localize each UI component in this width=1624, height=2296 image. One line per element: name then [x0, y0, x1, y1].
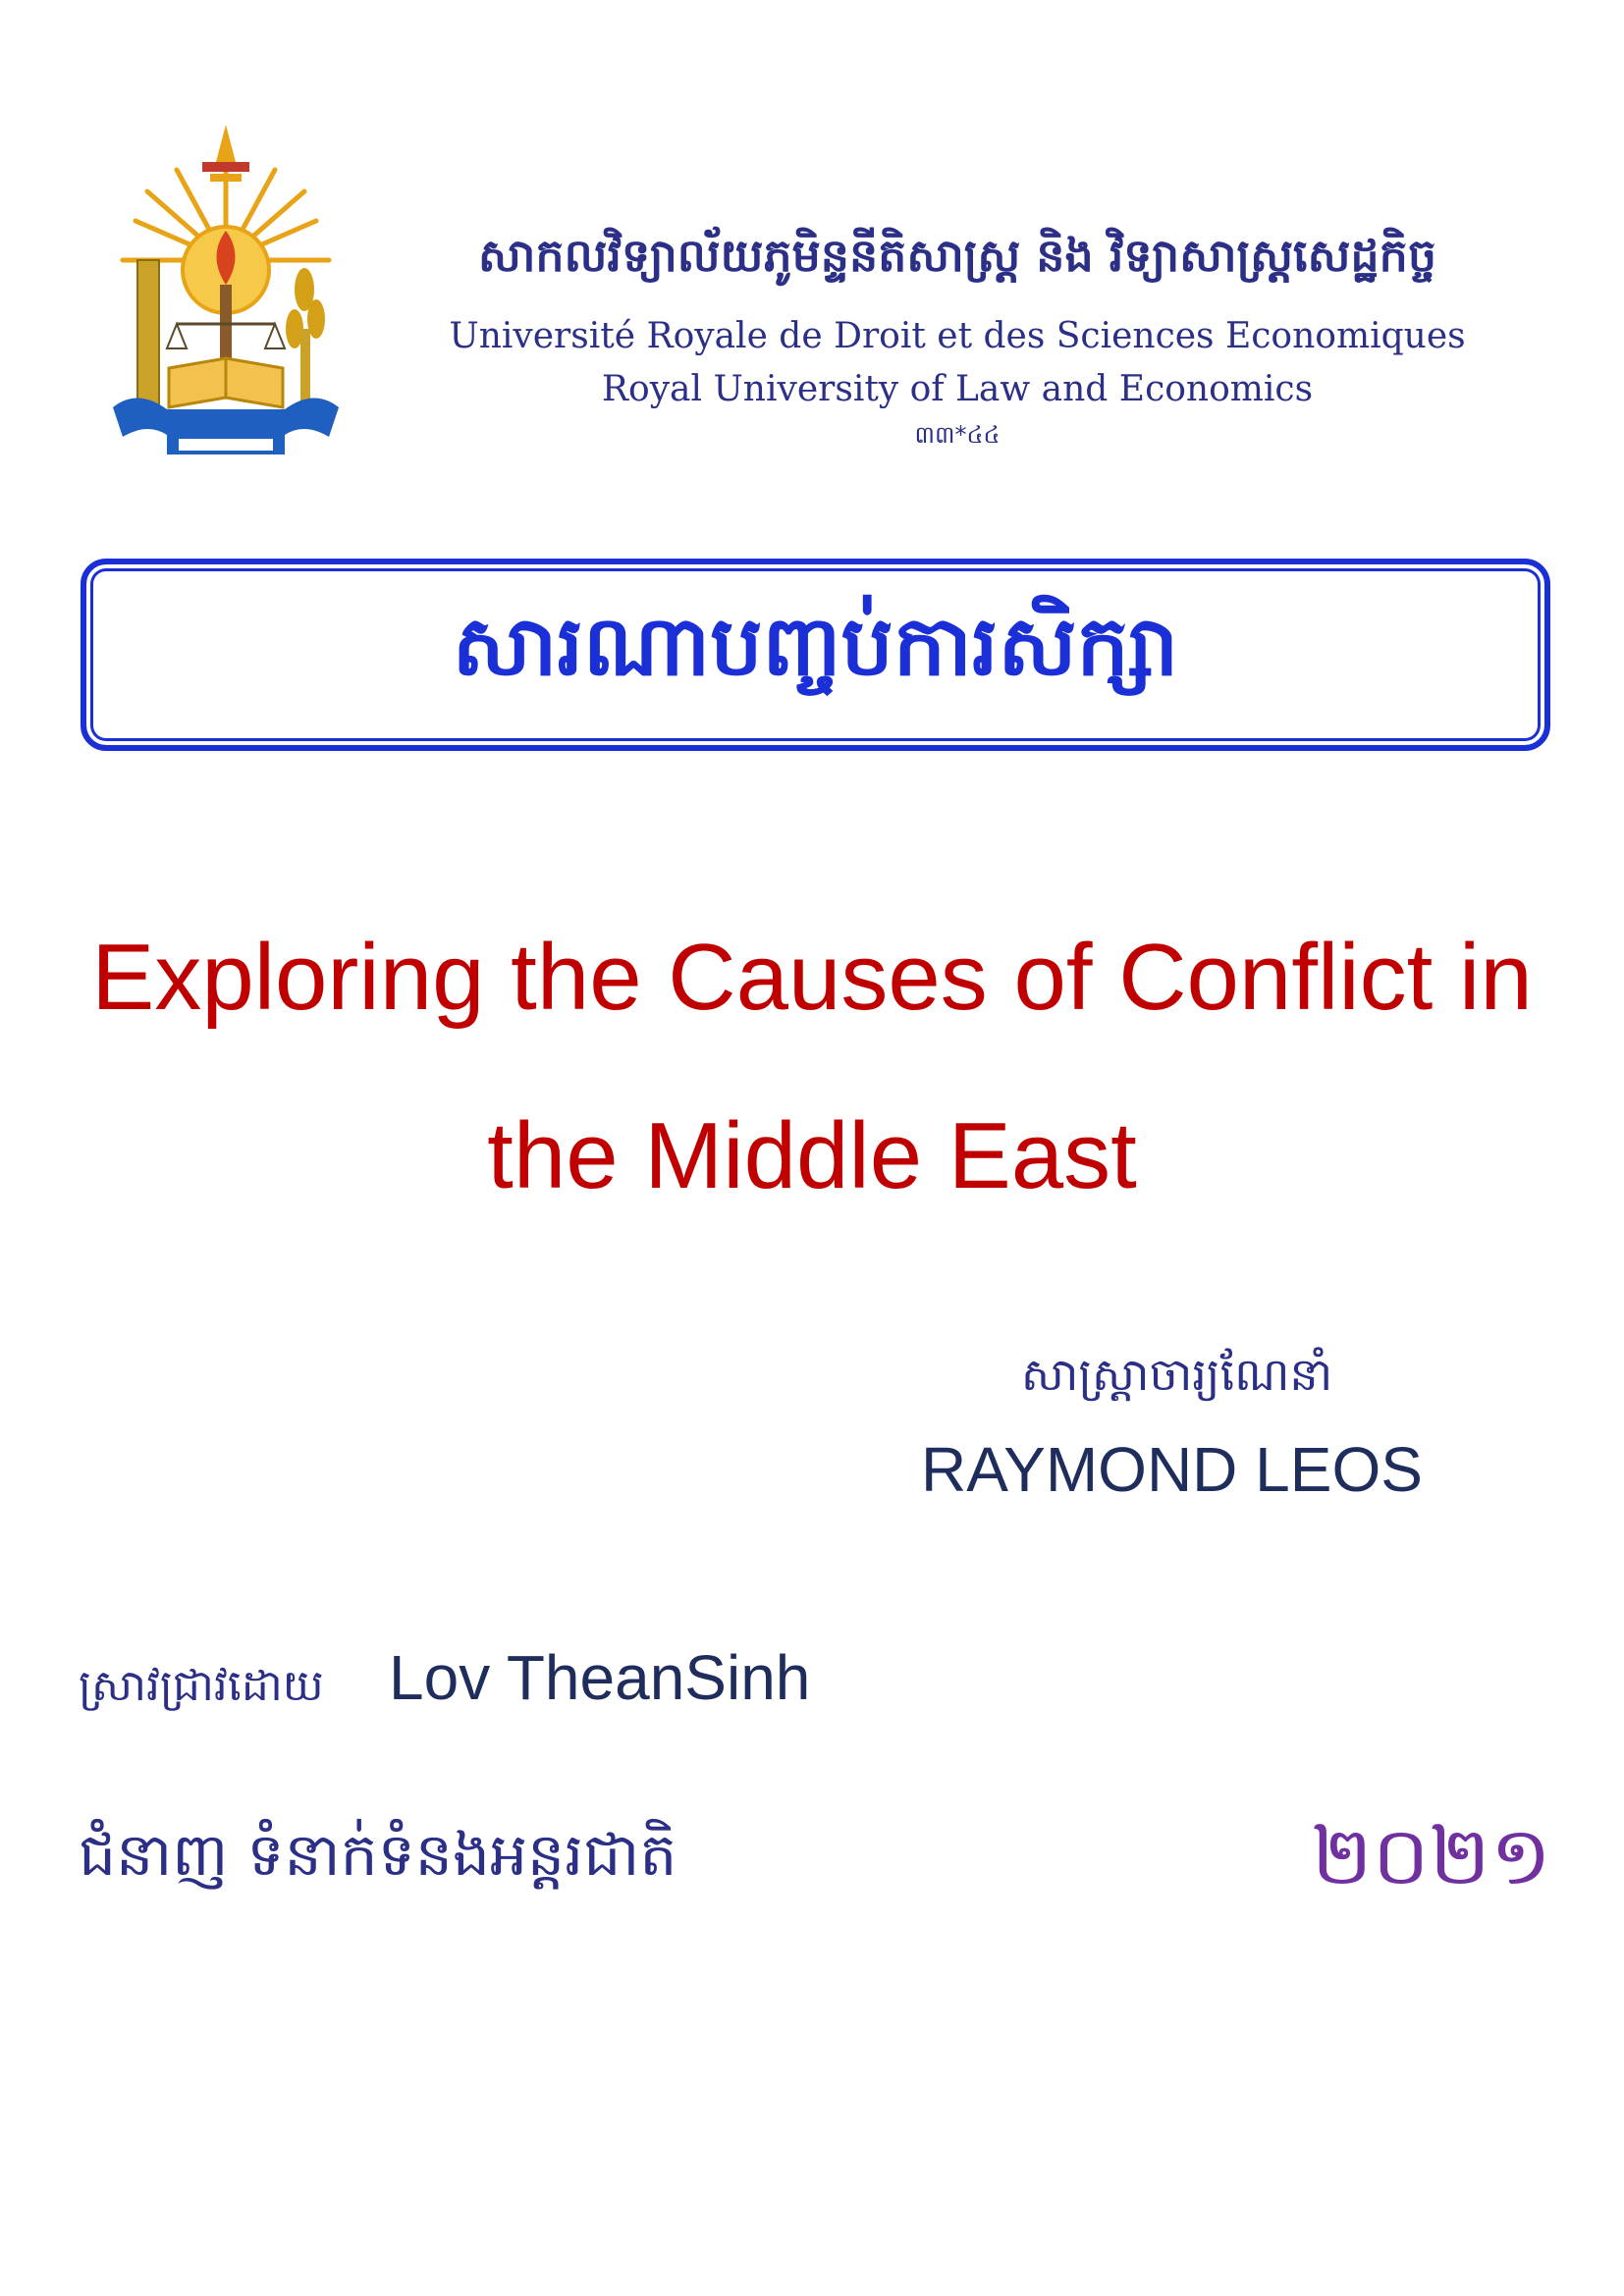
document-type-label: សារណាបញ្ចប់ការសិក្សា [452, 597, 1179, 694]
major-label: ជំនាញ ទំនាក់ទំនងអន្តរជាតិ [79, 1821, 677, 1890]
author-label: ស្រាវជ្រាវដោយ [79, 1661, 324, 1711]
university-code: ៣៣*៤៤ [914, 421, 1001, 449]
year-label: ២០២១ [1311, 1810, 1551, 1903]
supervisor-name: RAYMOND LEOS [921, 1434, 1423, 1505]
university-logo [108, 123, 344, 461]
supervisor-label: សាស្ត្រាចារ្យណែនាំ [1021, 1348, 1333, 1401]
thesis-title-line-1: Exploring the Causes of Conflict in [91, 925, 1533, 1030]
author-name: Lov TheanSinh [389, 1642, 811, 1713]
university-name-english: Royal University of Law and Economics [601, 369, 1314, 409]
university-name-khmer: សាកលវិទ្យាល័យភូមិន្ទនីតិសាស្ត្រ និង វិទ្យាសាស្ត្រសេដ្ឋកិច្ច [477, 229, 1437, 282]
thesis-title-line-2: the Middle East [487, 1103, 1137, 1208]
royal-university-emblem-icon [108, 123, 344, 461]
document-type-box [81, 559, 1550, 751]
thesis-title [39, 888, 1585, 1246]
university-name-french: Université Royale de Droit et des Sciences Economiques [449, 316, 1466, 356]
